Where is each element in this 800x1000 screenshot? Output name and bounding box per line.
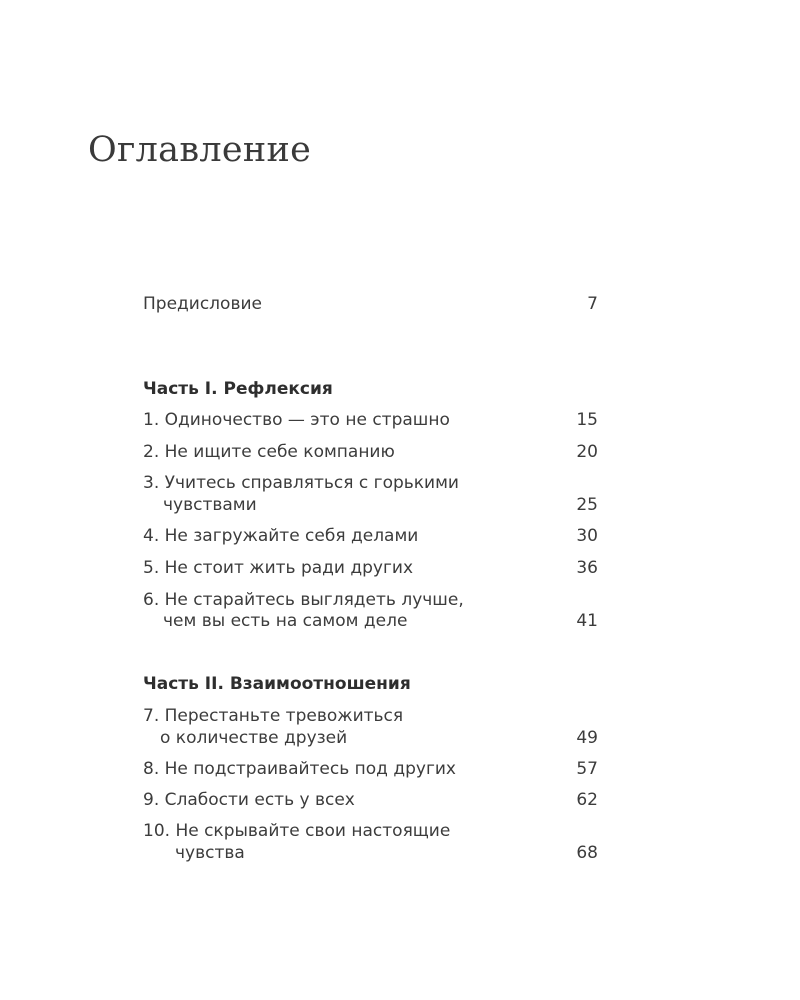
chapter-1-page: 15 xyxy=(576,410,598,430)
chapter-4-page: 30 xyxy=(576,526,598,546)
chapter-9-title[interactable]: 9. Слабости есть у всех xyxy=(143,790,355,810)
chapter-1-title[interactable]: 1. Одиночество — это не страшно xyxy=(143,410,450,430)
chapter-7-title-line-2[interactable]: о количестве друзей xyxy=(160,728,348,748)
part-heading-2: Часть II. Взаимоотношения xyxy=(143,674,411,694)
chapter-3-page: 25 xyxy=(576,495,598,515)
chapter-9-page: 62 xyxy=(576,790,598,810)
chapter-5-title[interactable]: 5. Не стоит жить ради других xyxy=(143,558,414,578)
chapter-4-title[interactable]: 4. Не загружайте себя делами xyxy=(143,526,419,546)
chapter-5-page: 36 xyxy=(576,558,598,578)
part-heading-1: Часть I. Рефлексия xyxy=(143,379,333,399)
chapter-7-page: 49 xyxy=(576,728,598,748)
toc-entry-preface-title[interactable]: Предисловие xyxy=(143,294,262,314)
chapter-8-title[interactable]: 8. Не подстраивайтесь под других xyxy=(143,759,456,779)
toc-entry-preface-page: 7 xyxy=(587,294,598,314)
chapter-3-title-line-1[interactable]: 3. Учитесь справляться с горькими xyxy=(143,473,459,493)
chapter-10-title-line-1[interactable]: 10. Не скрывайте свои настоящие xyxy=(143,821,451,841)
chapter-7-title-line-1[interactable]: 7. Перестаньте тревожиться xyxy=(143,706,404,726)
page-title: Оглавление xyxy=(88,130,312,170)
chapter-8-page: 57 xyxy=(576,759,598,779)
chapter-2-page: 20 xyxy=(576,442,598,462)
chapter-6-page: 41 xyxy=(576,611,598,631)
chapter-6-title-line-2[interactable]: чем вы есть на самом деле xyxy=(163,611,408,631)
chapter-2-title[interactable]: 2. Не ищите себе компанию xyxy=(143,442,395,462)
chapter-10-title-line-2[interactable]: чувства xyxy=(175,843,245,863)
chapter-6-title-line-1[interactable]: 6. Не старайтесь выглядеть лучше, xyxy=(143,590,464,610)
chapter-3-title-line-2[interactable]: чувствами xyxy=(163,495,257,515)
chapter-10-page: 68 xyxy=(576,843,598,863)
